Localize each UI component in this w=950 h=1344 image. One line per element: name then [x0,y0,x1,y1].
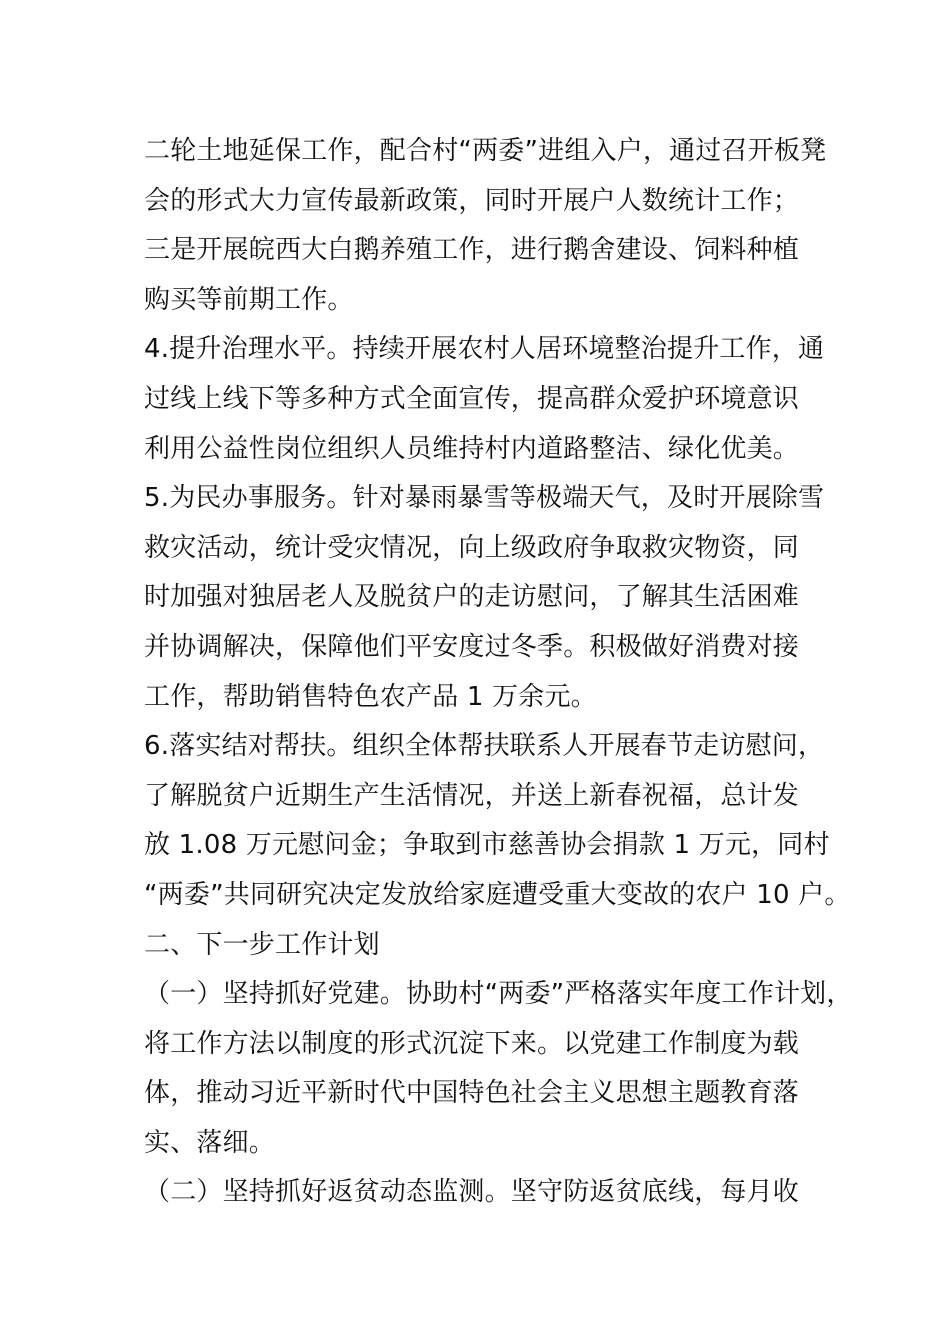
text-line-3: 三是开展皖西大白鹅养殖工作，进行鹅舍建设、饲料种植 [144,235,800,266]
text-line-12: 工作，帮助销售特色农产品 1 万余元。 [144,681,597,712]
text-line-21: 实、落细。 [144,1127,276,1158]
text-line-6: 过线上线下等多种方式全面宣传，提高群众爱护环境意识 [144,383,800,414]
text-line-19: 将工作方法以制度的形式沉淀下来。以党建工作制度为载 [144,1028,800,1059]
text-line-10: 时加强对独居老人及脱贫户的走访慰问，了解其生活困难 [144,582,800,613]
text-line-1: 二轮土地延保工作，配合村“两委”进组入户，通过召开板凳 [144,136,827,166]
section-heading: 二、下一步工作计划 [144,929,380,960]
text-line-14: 了解脱贫户近期生产生活情况，并送上新春祝福，总计发 [144,780,800,811]
text-line-7: 利用公益性岗位组织人员维持村内道路整洁、绿化优美。 [144,433,800,464]
text-line-15: 放 1.08 万元慰问金；争取到市慈善协会捐款 1 万元，同村 [144,830,830,861]
text-line-2: 会的形式大力宣传最新政策，同时开展户人数统计工作； [144,185,800,216]
text-line-9: 救灾活动，统计受灾情况，向上级政府争取救灾物资，同 [144,532,800,563]
text-line-22: （二）坚持抓好返贫动态监测。坚守防返贫底线，每月收 [144,1177,800,1208]
text-line-16: “两委”共同研究决定发放给家庭遭受重大变故的农户 10 户。 [144,879,851,910]
text-line-13: 6.落实结对帮扶。组织全体帮扶联系人开展春节走访慰问， [144,731,825,762]
document-body [144,127,853,1218]
text-line-18: （一）坚持抓好党建。协助村“两委”严格落实年度工作计划， [144,979,853,1010]
text-line-11: 并协调解决，保障他们平安度过冬季。积极做好消费对接 [144,631,800,662]
text-line-4: 购买等前期工作。 [144,284,354,315]
text-line-8: 5.为民办事服务。针对暴雨暴雪等极端天气，及时开展除雪 [144,483,825,514]
text-line-20: 体，推动习近平新时代中国特色社会主义思想主题教育落 [144,1078,800,1109]
text-line-5: 4.提升治理水平。持续开展农村人居环境整治提升工作，通 [144,334,825,365]
